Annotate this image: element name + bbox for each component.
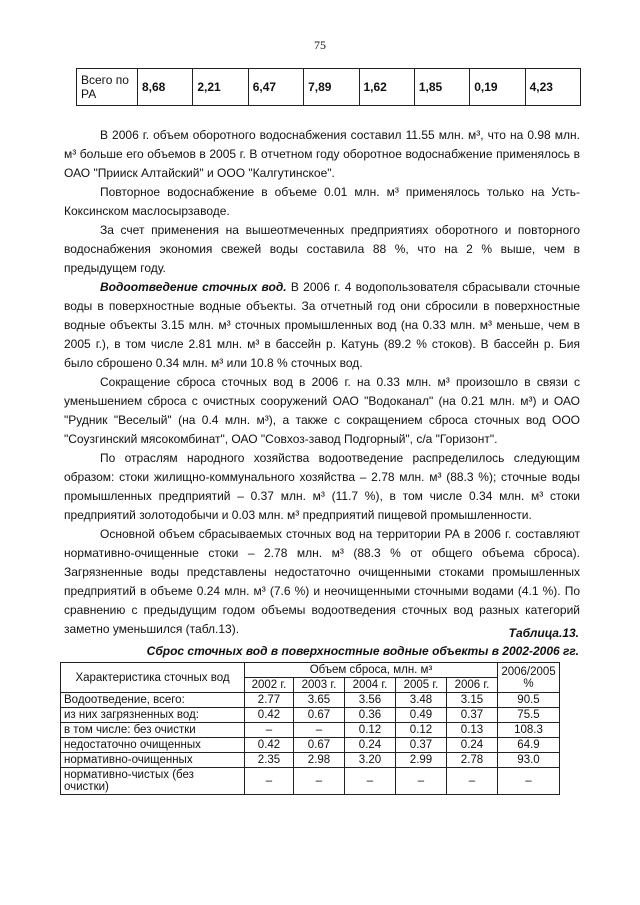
row-label: Всего по РА	[77, 69, 138, 106]
table-row	[61, 753, 560, 768]
header-characteristic: Характеристика сточных вод	[61, 663, 245, 693]
table-cell: –	[396, 768, 447, 795]
table-title: Сброс сточных вод в поверхностные водные объекты в 2002-2006 гг.	[146, 644, 579, 658]
table-row	[61, 693, 560, 708]
table-cell: –	[294, 768, 345, 795]
table-cell: 0.49	[396, 708, 447, 723]
table-cell: –	[498, 768, 560, 795]
table-cell: 0.37	[396, 738, 447, 753]
table-cell: –	[245, 768, 294, 795]
header-year: 2003 г.	[294, 678, 345, 693]
paragraph-text: В 2006 г. 4 водопользователя сбрасывали сточные воды в поверхностные водные объекты. За отчетный год они сбросили в поверхностные водные объекты 3.15 млн. м³ сточных промышленных вод (на 0.33 млн. м³ меньше, чем в 2005 г.), в том числе 2.81 млн. м³ в бассейн р. Катунь (89.2 % стоков). В бассейн р. Бия было сброшено 0.34 млн. м³ или 10.8 % сточных вод.	[64, 280, 581, 370]
header-volume: Объем сброса, млн. м³	[245, 663, 498, 678]
table-cell: 93.0	[498, 753, 560, 768]
table-cell: –	[345, 768, 396, 795]
paragraph: В 2006 г. объем оборотного водоснабжения составил 11.55 млн. м³, что на 0.98 млн. м³ больше его объемов в 2005 г. В отчетном году оборотное водоснабжение применялось в ОАО "Прииск Алтайский" и ООО "Калгутинское".	[64, 128, 580, 180]
table-cell: 0.24	[345, 738, 396, 753]
table-cell: 0.36	[345, 708, 396, 723]
table-cell: 3.15	[447, 693, 498, 708]
table-cell: 0.13	[447, 723, 498, 738]
header-year: 2006 г.	[447, 678, 498, 693]
row-label: из них загрязненных вод:	[61, 708, 245, 723]
table-row	[61, 768, 560, 795]
wastewater-table	[60, 662, 560, 795]
table-cell: 8,68	[138, 69, 193, 106]
section-heading: Водоотведение сточных вод.	[100, 280, 287, 294]
table-cell: 6,47	[248, 69, 303, 106]
summary-table	[76, 68, 581, 106]
table-row	[61, 708, 560, 723]
table-cell: –	[294, 723, 345, 738]
table-cell: 0.42	[245, 738, 294, 753]
table-row	[77, 69, 581, 106]
row-label: нормативно-очищенных	[61, 753, 245, 768]
header-ratio: 2006/2005 %	[498, 663, 560, 693]
paragraph: Повторное водоснабжение в объеме 0.01 млн. м³ применялось только на Усть-Коксинском маслосырзаводе.	[64, 185, 580, 218]
table-cell: 0.67	[294, 738, 345, 753]
table-cell: 90.5	[498, 693, 560, 708]
table-cell: 3.65	[294, 693, 345, 708]
table-cell: 3.56	[345, 693, 396, 708]
table-cell: 3.48	[396, 693, 447, 708]
header-year: 2004 г.	[345, 678, 396, 693]
table-cell: 4,23	[525, 69, 580, 106]
table-cell: 0.24	[447, 738, 498, 753]
table-row	[61, 738, 560, 753]
header-year: 2002 г.	[245, 678, 294, 693]
table-cell: 2.78	[447, 753, 498, 768]
table-cell: 108.3	[498, 723, 560, 738]
table-cell: 2.99	[396, 753, 447, 768]
table-cell: 0.12	[396, 723, 447, 738]
table-cell: –	[245, 723, 294, 738]
paragraph: Основной объем сбрасываемых сточных вод на территории РА в 2006 г. составляют нормативно-очищенные стоки – 2.78 млн. м³ (88.3 % от общего объема сброса). Загрязненные воды представлены недостаточно очищенными стоками промышленных предприятий в объеме 0.24 млн. м³ (7.6 %) и неочищенными сточными водами (4.1 %). По сравнению с предыдущим годом объемы водоотведения сточных вод разных категорий заметно уменьшился (табл.13).	[64, 527, 580, 636]
table-cell: 0.67	[294, 708, 345, 723]
row-label: нормативно-чистых (без очистки)	[61, 768, 245, 795]
header-row	[61, 663, 560, 678]
row-label: недостаточно очищенных	[61, 738, 245, 753]
table-cell: 64.9	[498, 738, 560, 753]
table-cell: 1,85	[414, 69, 469, 106]
table-cell: 0,19	[470, 69, 525, 106]
header-year: 2005 г.	[396, 678, 447, 693]
body-text	[64, 126, 580, 639]
table-cell: 0.42	[245, 708, 294, 723]
table-row	[61, 723, 560, 738]
table-cell: 7,89	[304, 69, 359, 106]
paragraph: Сокращение сброса сточных вод в 2006 г. на 0.33 млн. м³ произошло в связи с уменьшением сброса с очистных сооружений ОАО "Водоканал" (на 0.21 млн. м³) и ОАО "Рудник "Веселый" (на 0.4 млн. м³), а также с сокращением сброса сточных вод ООО "Соузгинский мясокомбинат", ОАО "Совхоз-завод Подгорный", с/а "Горизонт".	[64, 375, 580, 446]
table-cell: 2.77	[245, 693, 294, 708]
table-cell: 0.37	[447, 708, 498, 723]
table-cell: 75.5	[498, 708, 560, 723]
table-cell: 2.98	[294, 753, 345, 768]
paragraph: По отраслям народного хозяйства водоотведение распределилось следующим образом: стоки жилищно-коммунального хозяйства – 2.78 млн. м³ (88.3 %); сточные воды промышленных предприятий – 0.37 млн. м³ (11.7 %), в том числе 0.34 млн. м³ стоки предприятий золотодобычи и 0.03 млн. м³ предприятий пищевой промышленности.	[64, 451, 580, 522]
row-label: в том числе: без очистки	[61, 723, 245, 738]
table-cell: 0.12	[345, 723, 396, 738]
table-cell: –	[447, 768, 498, 795]
table-cell: 2,21	[193, 69, 248, 106]
page-number: 75	[314, 38, 326, 52]
paragraph: За счет применения на вышеотмеченных предприятиях оборотного и повторного водоснабжения экономия свежей воды составила 88 %, что на 2 % выше, чем в предыдущем году.	[64, 223, 580, 275]
table-cell: 1,62	[359, 69, 414, 106]
table-number: Таблица.13.	[508, 626, 579, 640]
table-cell: 2.35	[245, 753, 294, 768]
table-cell: 3.20	[345, 753, 396, 768]
paragraph	[64, 278, 580, 373]
row-label: Водоотведение, всего:	[61, 693, 245, 708]
